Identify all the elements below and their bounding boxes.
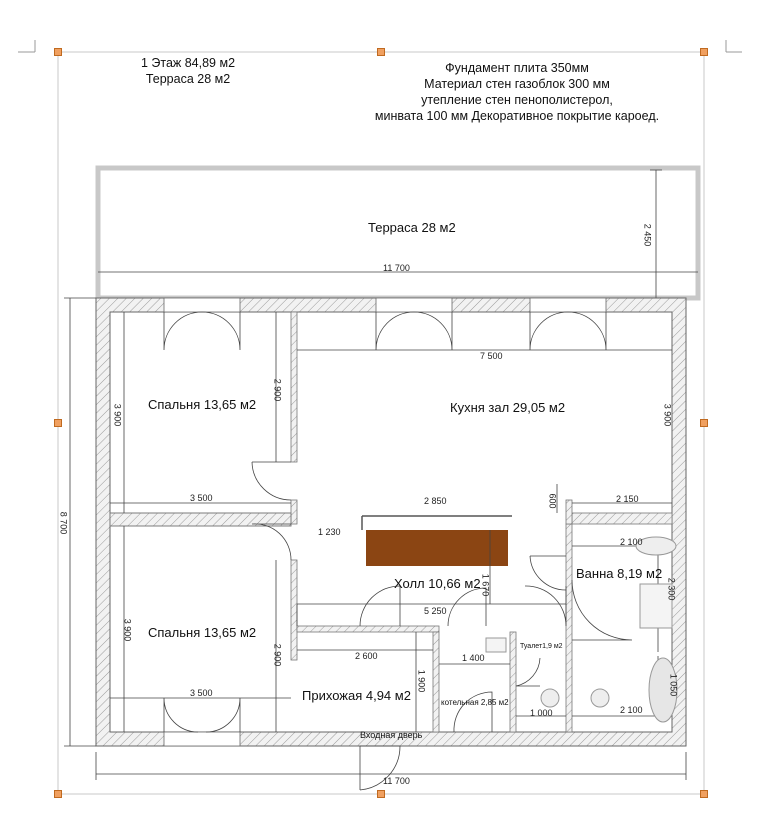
dim-bed1-depth-right: 2 900 xyxy=(272,378,283,402)
entrance-door-label: Входная дверь xyxy=(360,730,423,740)
room-label-terrace: Терраса 28 м2 xyxy=(368,220,456,235)
handle-bc[interactable] xyxy=(377,790,385,798)
room-label-bath: Ванна 8,19 м2 xyxy=(576,566,663,581)
room-label-bedroom-2: Спальня 13,65 м2 xyxy=(148,625,257,640)
kitchen-counter xyxy=(366,530,508,566)
dim-kitchen-depth: 3 900 xyxy=(662,403,673,427)
dim-bath-1050: 1 050 xyxy=(668,673,679,697)
dim-toilet-1000: 1 000 xyxy=(530,708,553,718)
floor-area-line1: 1 Этаж 84,89 м2 xyxy=(140,56,236,70)
dim-bath-2100-top: 2 100 xyxy=(620,537,643,547)
note-line4: минвата 100 мм Декоративное покрытие кароед. xyxy=(374,109,660,123)
note-line3: утепление стен пенополистерол, xyxy=(421,93,613,107)
handle-ml[interactable] xyxy=(54,419,62,427)
dim-kitchen-2150: 2 150 xyxy=(616,494,639,504)
dim-bath-2100-bottom: 2 100 xyxy=(620,705,643,715)
floor-area-title xyxy=(118,55,258,87)
room-label-entry: Прихожая 4,94 м2 xyxy=(302,688,411,703)
note-line2: Материал стен газоблок 300 мм xyxy=(424,77,610,91)
room-label-hall: Холл 10,66 м2 xyxy=(394,576,481,591)
terrace-area-line: Терраса 28 м2 xyxy=(145,72,231,86)
dim-bath-2300: 2 300 xyxy=(666,577,677,601)
room-label-toilet: Туалет1,9 м2 xyxy=(520,643,563,650)
selection-frame xyxy=(58,52,704,794)
handle-bl[interactable] xyxy=(54,790,62,798)
dim-hall-1670: 1 670 xyxy=(480,573,491,597)
construction-notes xyxy=(352,60,682,124)
dim-overall-width: 11 700 xyxy=(383,776,410,786)
dim-bed2-width: 3 500 xyxy=(190,688,213,698)
handle-mr[interactable] xyxy=(700,419,708,427)
handle-br[interactable] xyxy=(700,790,708,798)
room-label-bedroom-1: Спальня 13,65 м2 xyxy=(148,397,257,412)
dim-terrace-width: 11 700 xyxy=(383,263,410,273)
dim-bed2-depth-left: 3 900 xyxy=(122,618,133,642)
dim-bed2-depth-right: 2 900 xyxy=(272,643,283,667)
interior-walls xyxy=(110,312,672,732)
room-label-kitchen: Кухня зал 29,05 м2 xyxy=(450,400,566,415)
room-label-boiler: котельная 2,85 м2 xyxy=(441,698,509,707)
dim-overall-depth: 8 700 xyxy=(58,511,69,535)
handle-tl[interactable] xyxy=(54,48,62,56)
dim-entry-2600: 2 600 xyxy=(355,651,378,661)
handle-tc[interactable] xyxy=(377,48,385,56)
dim-kitchen-600: 600 xyxy=(547,493,558,509)
dim-bed1-depth-left: 3 900 xyxy=(112,403,123,427)
note-line1: Фундамент плита 350мм xyxy=(445,61,589,75)
dim-bed1-width: 3 500 xyxy=(190,493,213,503)
dim-terrace-depth: 2 450 xyxy=(642,223,653,247)
dim-entry-1900: 1 900 xyxy=(416,669,427,693)
dim-boiler-1400: 1 400 xyxy=(462,653,485,663)
dim-kitchen-width: 7 500 xyxy=(480,351,503,361)
dim-counter: 2 850 xyxy=(424,496,447,506)
dim-hall-5250: 5 250 xyxy=(424,606,447,616)
dim-hall-1230: 1 230 xyxy=(318,527,341,537)
handle-tr[interactable] xyxy=(700,48,708,56)
